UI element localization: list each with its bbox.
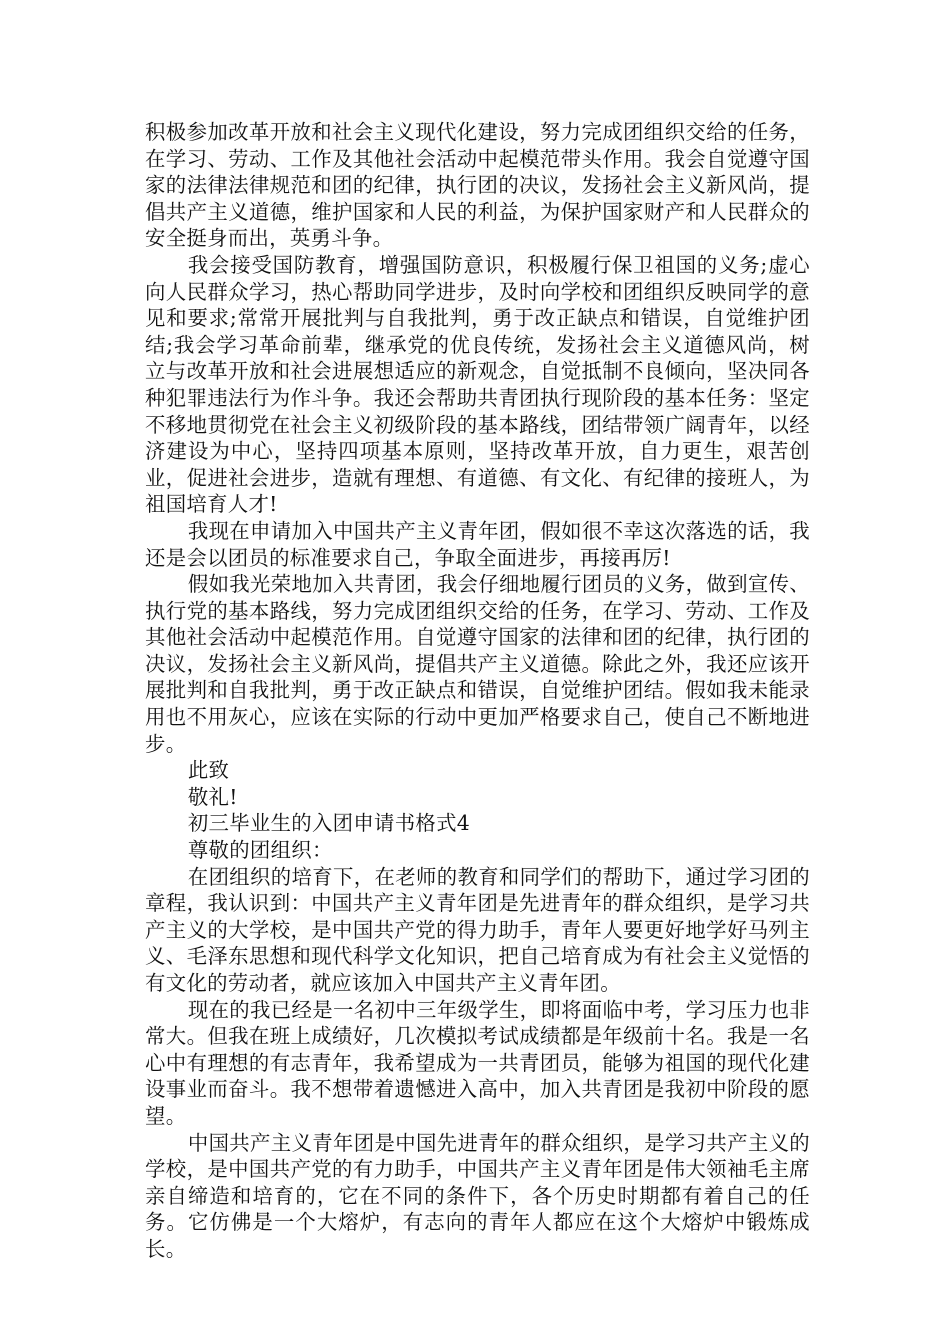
paragraph: 我会接受国防教育，增强国防意识，积极履行保卫祖国的义务;虚心向人民群众学习，热心帮助同学进步，及时向学校和团组织反映同学的意见和要求;常常开展批判与自我批判，勇于改正缺点和错误，自觉维护团结;我会学习革命前辈，继承党的优良传统，发扬社会主义道德风尚，树立与改革开放和社会进展想适应的新观念，自觉抵制不良倾向，坚决同各种犯罪违法行为作斗争。我还会帮助共青团执行现阶段的基本任务：坚定不移地贯彻党在社会主义初级阶段的基本路线，团结带领广阔青年，以经济建设为中心，坚持四项基本原则，坚持改革开放，自力更生，艰苦创业，促进社会进步，造就有理想、有道德、有文化、有纪律的接班人，为祖国培育人才! (145, 252, 810, 517)
section-title: 初三毕业生的入团申请书格式4 (187, 811, 471, 836)
paragraph: 中国共产主义青年团是中国先进青年的群众组织，是学习共产主义的学校，是中国共产党的有力助手，中国共产主义青年团是伟大领袖毛主席亲自缔造和培育的，它在不同的条件下，各个历史时期都有着自己的任务。它仿佛是一个大熔炉，有志向的青年人都应在这个大熔炉中锻炼成长。 (145, 1130, 810, 1261)
paragraph: 在团组织的培育下，在老师的教育和同学们的帮助下，通过学习团的章程，我认识到：中国共产主义青年团是先进青年的群众组织，是学习共产主义的大学校，是中国共产党的得力助手，青年人要更好地学好马列主义、毛泽东思想和现代科学文化知识，把自己培育成为有社会主义觉悟的有文化的劳动者，就应该加入中国共产主义青年团。 (145, 864, 810, 995)
paragraph: 现在的我已经是一名初中三年级学生，即将面临中考，学习压力也非常大。但我在班上成绩好，几次模拟考试成绩都是年级前十名。我是一名心中有理想的有志青年，我希望成为一共青团员，能够为祖国的现代化建设事业而奋斗。我不想带着遗憾进入高中，加入共青团是我初中阶段的愿望。 (145, 997, 810, 1128)
paragraph: 我现在申请加入中国共产主义青年团，假如很不幸这次落选的话，我还是会以团员的标准要求自己，争取全面进步，再接再厉! (145, 518, 810, 570)
closing-salutation: 此致 (187, 758, 230, 783)
closing-regards: 敬礼! (187, 784, 238, 809)
greeting: 尊敬的团组织： (187, 838, 333, 863)
paragraph: 假如我光荣地加入共青团，我会仔细地履行团员的义务，做到宣传、执行党的基本路线，努力完成团组织交给的任务，在学习、劳动、工作及其他社会活动中起模范作用。自觉遵守国家的法律和团的纪律，执行团的决议，发扬社会主义新风尚，提倡共产主义道德。除此之外，我还应该开展批判和自我批判，勇于改正缺点和错误，自觉维护团结。假如我未能录用也不用灰心，应该在实际的行动中更加严格要求自己，使自己不断地进步。 (145, 572, 810, 756)
document-body (145, 119, 810, 1263)
paragraph: 积极参加改革开放和社会主义现代化建设，努力完成团组织交给的任务，在学习、劳动、工作及其他社会活动中起模范带头作用。我会自觉遵守国家的法律法律规范和团的纪律，执行团的决议，发扬社会主义新风尚，提倡共产主义道德，维护国家和人民的利益，为保护国家财产和人民群众的安全挺身而出，英勇斗争。 (145, 120, 810, 251)
